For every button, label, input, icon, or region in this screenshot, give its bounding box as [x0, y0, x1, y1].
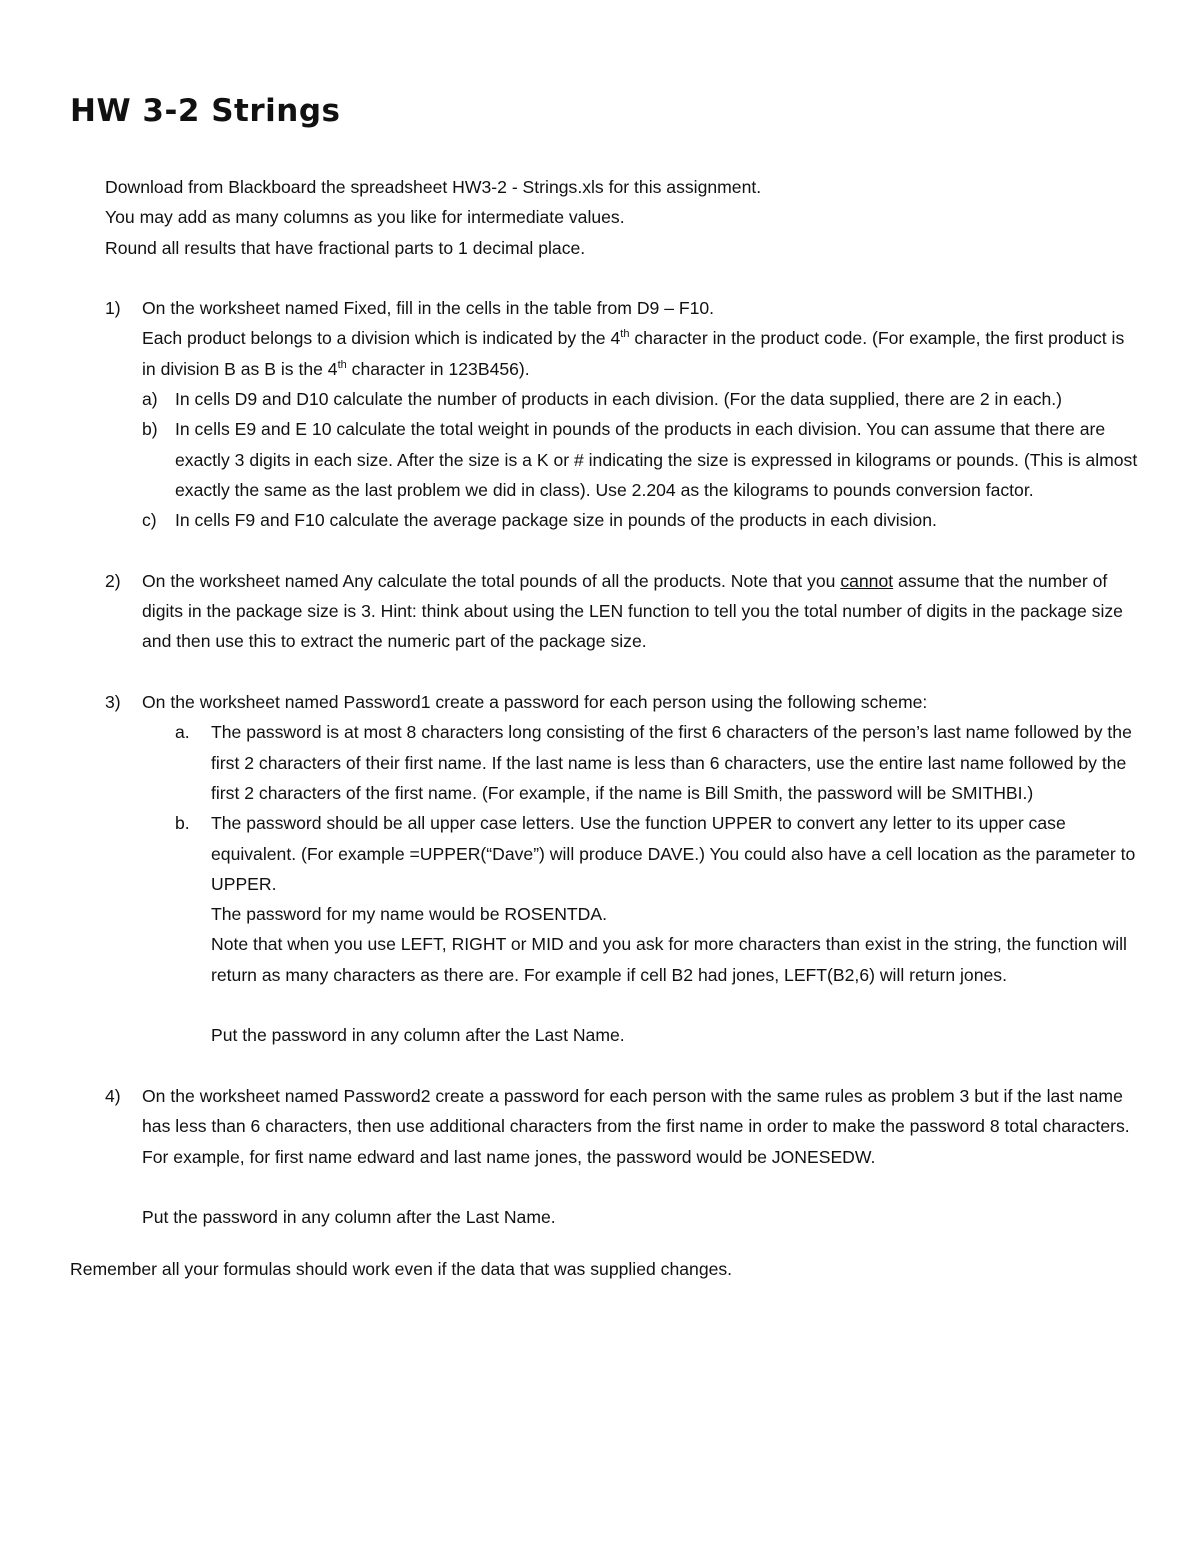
question-number: 1) [105, 298, 121, 319]
question-1-line-1: On the worksheet named Fixed, fill in the cells in the table from D9 – F10. [142, 298, 715, 319]
question-4: 4) On the worksheet named Password2 create a password for each person with the same rules as problem 3 but if the last name has less than 6 characters, then use additional characters from the first name in order to make the password 8 total characters. For example, for first name edward and last name jones, the password would be JONESEDW. [70, 1081, 1140, 1172]
intro-line-1: Download from Blackboard the spreadsheet HW3-2 - Strings.xls for this assignment. [105, 177, 762, 197]
question-number: 2) [105, 570, 121, 591]
page-title: HW 3-2 Strings [70, 93, 341, 129]
question-number: 4) [105, 1085, 121, 1106]
question-3: 3) On the worksheet named Password1 create a password for each person using the following scheme: [70, 687, 1140, 717]
question-1a: a) In cells D9 and D10 calculate the number of products in each division. (For the data supplied, there are 2 in each.) [70, 384, 1140, 414]
question-number: 3) [105, 692, 121, 713]
question-3b-line-4: Put the password in any column after the Last Name. [211, 1025, 625, 1046]
question-4-line-2: Put the password in any column after the Last Name. [142, 1207, 556, 1228]
intro-line-3: Round all results that have fractional parts to 1 decimal place. [105, 237, 586, 258]
list-marker: c) [142, 510, 157, 531]
closing-note: Remember all your formulas should work even if the data that was supplied changes. [70, 1259, 733, 1280]
intro-line-2: You may add as many columns as you like for intermediate values. [105, 207, 625, 228]
question-1b: b) In cells E9 and E 10 calculate the total weight in pounds of the products in each division. You can assume that there are exactly 3 digits in each size. After the size is a K or # indicating the size is expressed in kilograms or pounds. (This is almost exactly the same as the last problem we did in class). Use 2.204 as the kilograms to pounds conversion factor. [70, 414, 1140, 505]
list-marker: b. [175, 813, 190, 834]
question-1 [70, 293, 1140, 384]
list-marker: b) [142, 419, 158, 440]
question-1-line-2: Each product belongs to a division which is indicated by the 4th character in the product code. (For example, the first product is in division B as B is the 4th character in 123B456). [142, 328, 1125, 379]
question-3b-line-2: The password for my name would be ROSENTDA. [211, 904, 608, 925]
superscript: th [620, 328, 630, 341]
question-2: 2) On the worksheet named Any calculate the total pounds of all the products. Note that you cannot assume that the number of digits in the package size is 3. Hint: think about using the LEN function to tell you the total number of digits in the package size and then use this to extract the numeric part of the package size. [70, 566, 1140, 657]
list-marker: a. [175, 722, 190, 743]
superscript: th [337, 358, 347, 371]
question-1c: c) In cells F9 and F10 calculate the average package size in pounds of the products in each division. [70, 505, 1140, 535]
underlined-word: cannot [840, 570, 894, 591]
list-marker: a) [142, 389, 158, 410]
question-3b-line-3: Note that when you use LEFT, RIGHT or MID and you ask for more characters than exist in the string, the function will return as many characters as there are. For example if cell B2 had jones, LEFT(B2,6) will return jones. [211, 934, 1127, 985]
question-3a: a. The password is at most 8 characters long consisting of the first 6 characters of the person’s last name followed by the first 2 characters of their first name. If the last name is less than 6 characters, use the entire last name followed by the first 2 characters of the first name. (For example, if the name is Bill Smith, the password will be SMITHBI.) [70, 717, 1140, 808]
question-3b: b. The password should be all upper case letters. Use the function UPPER to convert any letter to its upper case equivalent. (For example =UPPER(“Dave”) will produce DAVE.) You could also have a cell location as the parameter to UPPER. [70, 808, 1140, 899]
document-body [70, 172, 1140, 1285]
